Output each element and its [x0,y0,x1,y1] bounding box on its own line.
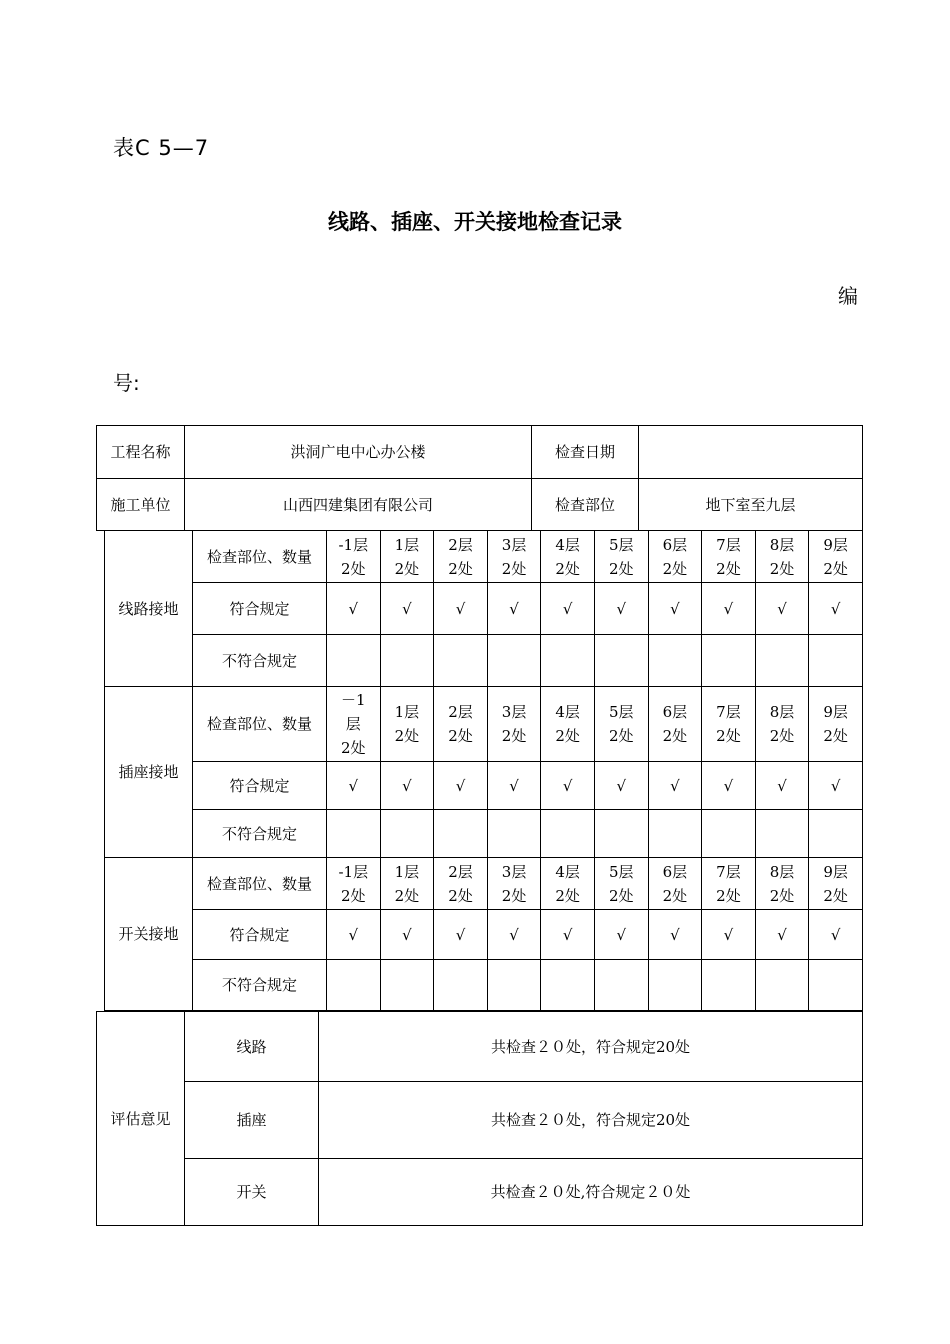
inspection-table [104,530,863,1011]
nonconform-empty-cell [648,960,702,1011]
nonconform-label: 不符合规定 [193,960,327,1011]
nonconform-label: 不符合规定 [193,635,327,687]
evaluation-table [96,1011,863,1226]
check-mark-cell: √ [648,762,702,810]
nonconform-empty-cell [648,635,702,687]
section-category: 开关接地 [105,858,193,1011]
check-mark-cell: √ [648,583,702,635]
floor-quantity-cell: -1层 2处 [327,531,381,583]
nonconform-empty-cell [755,810,809,858]
contractor-value: 山西四建集团有限公司 [185,479,532,531]
number-label-part1: 编 [838,284,858,308]
nonconform-empty-cell [809,810,863,858]
nonconform-empty-cell [434,960,488,1011]
floor-quantity-cell: 3层 2处 [487,531,541,583]
nonconform-empty-cell [380,810,434,858]
evaluation-item-result: 共检查２０处，符合规定20处 [319,1012,863,1082]
project-name-value: 洪洞广电中心办公楼 [185,426,532,479]
evaluation-label: 评估意见 [97,1012,185,1226]
floor-quantity-cell: 9层 2处 [809,531,863,583]
contractor-label: 施工单位 [97,479,185,531]
nonconform-empty-cell [541,960,595,1011]
check-mark-cell: √ [380,910,434,960]
floor-quantity-cell: 7层 2处 [702,687,756,762]
check-mark-cell: √ [380,583,434,635]
number-label-part2: 号: [113,371,140,395]
nonconform-empty-cell [809,960,863,1011]
floor-quantity-cell: 5层 2处 [594,531,648,583]
check-mark-cell: √ [541,583,595,635]
floor-quantity-cell: 4层 2处 [541,687,595,762]
conform-label: 符合规定 [193,762,327,810]
nonconform-empty-cell [487,635,541,687]
nonconform-empty-cell [702,960,756,1011]
project-name-label: 工程名称 [97,426,185,479]
nonconform-empty-cell [434,810,488,858]
section-category: 线路接地 [105,531,193,687]
check-mark-cell: √ [702,910,756,960]
check-mark-cell: √ [755,583,809,635]
check-mark-cell: √ [702,583,756,635]
form-code: 表C 5—7 [113,136,210,160]
check-mark-cell: √ [487,910,541,960]
check-mark-cell: √ [702,762,756,810]
check-mark-cell: √ [809,762,863,810]
nonconform-empty-cell [327,960,381,1011]
floor-quantity-cell: 2层 2处 [434,531,488,583]
position-quantity-label: 检查部位、数量 [193,687,327,762]
check-part-label: 检查部位 [532,479,639,531]
check-mark-cell: √ [380,762,434,810]
check-mark-cell: √ [327,583,381,635]
check-mark-cell: √ [487,583,541,635]
check-mark-cell: √ [434,583,488,635]
nonconform-empty-cell [648,810,702,858]
check-mark-cell: √ [434,910,488,960]
floor-quantity-cell: 6层 2处 [648,858,702,910]
floor-quantity-cell: 7层 2处 [702,858,756,910]
floor-quantity-cell: 2层 2处 [434,687,488,762]
check-mark-cell: √ [809,910,863,960]
nonconform-empty-cell [380,960,434,1011]
floor-quantity-cell: 3层 2处 [487,687,541,762]
floor-quantity-cell: 1层 2处 [380,858,434,910]
check-mark-cell: √ [434,762,488,810]
evaluation-item-name: 开关 [185,1159,319,1226]
floor-quantity-cell: 8层 2处 [755,531,809,583]
floor-quantity-cell: 3层 2处 [487,858,541,910]
nonconform-label: 不符合规定 [193,810,327,858]
nonconform-empty-cell [487,810,541,858]
floor-quantity-cell: 4层 2处 [541,858,595,910]
check-mark-cell: √ [327,762,381,810]
evaluation-item-result: 共检查２０处,符合规定２０处 [319,1159,863,1226]
evaluation-item-result: 共检查２０处，符合规定20处 [319,1082,863,1159]
nonconform-empty-cell [594,635,648,687]
floor-quantity-cell: 8层 2处 [755,858,809,910]
position-quantity-label: 检查部位、数量 [193,531,327,583]
check-part-value: 地下室至九层 [639,479,863,531]
project-info-table [96,425,863,531]
floor-quantity-cell: 4层 2处 [541,531,595,583]
conform-label: 符合规定 [193,910,327,960]
nonconform-empty-cell [755,635,809,687]
floor-quantity-cell: 7层 2处 [702,531,756,583]
floor-quantity-cell: 1层 2处 [380,531,434,583]
document-title: 线路、插座、开关接地检查记录 [328,210,622,234]
nonconform-empty-cell [702,810,756,858]
nonconform-empty-cell [327,810,381,858]
floor-quantity-cell: 6层 2处 [648,687,702,762]
nonconform-empty-cell [594,960,648,1011]
check-mark-cell: √ [541,762,595,810]
nonconform-empty-cell [755,960,809,1011]
check-mark-cell: √ [755,910,809,960]
floor-quantity-cell: 2层 2处 [434,858,488,910]
floor-quantity-cell: －1 层 2处 [327,687,381,762]
floor-quantity-cell: -1层 2处 [327,858,381,910]
floor-quantity-cell: 9层 2处 [809,687,863,762]
nonconform-empty-cell [809,635,863,687]
check-mark-cell: √ [487,762,541,810]
nonconform-empty-cell [434,635,488,687]
evaluation-item-name: 插座 [185,1082,319,1159]
check-mark-cell: √ [594,583,648,635]
nonconform-empty-cell [702,635,756,687]
nonconform-empty-cell [594,810,648,858]
check-mark-cell: √ [648,910,702,960]
floor-quantity-cell: 1层 2处 [380,687,434,762]
evaluation-item-name: 线路 [185,1012,319,1082]
check-mark-cell: √ [327,910,381,960]
nonconform-empty-cell [541,810,595,858]
check-mark-cell: √ [755,762,809,810]
nonconform-empty-cell [487,960,541,1011]
check-mark-cell: √ [594,762,648,810]
nonconform-empty-cell [327,635,381,687]
section-category: 插座接地 [105,687,193,858]
check-date-label: 检查日期 [532,426,639,479]
position-quantity-label: 检查部位、数量 [193,858,327,910]
check-mark-cell: √ [809,583,863,635]
floor-quantity-cell: 6层 2处 [648,531,702,583]
check-date-value [639,426,863,479]
floor-quantity-cell: 5层 2处 [594,858,648,910]
floor-quantity-cell: 5层 2处 [594,687,648,762]
nonconform-empty-cell [380,635,434,687]
floor-quantity-cell: 9层 2处 [809,858,863,910]
floor-quantity-cell: 8层 2处 [755,687,809,762]
conform-label: 符合规定 [193,583,327,635]
check-mark-cell: √ [541,910,595,960]
check-mark-cell: √ [594,910,648,960]
nonconform-empty-cell [541,635,595,687]
